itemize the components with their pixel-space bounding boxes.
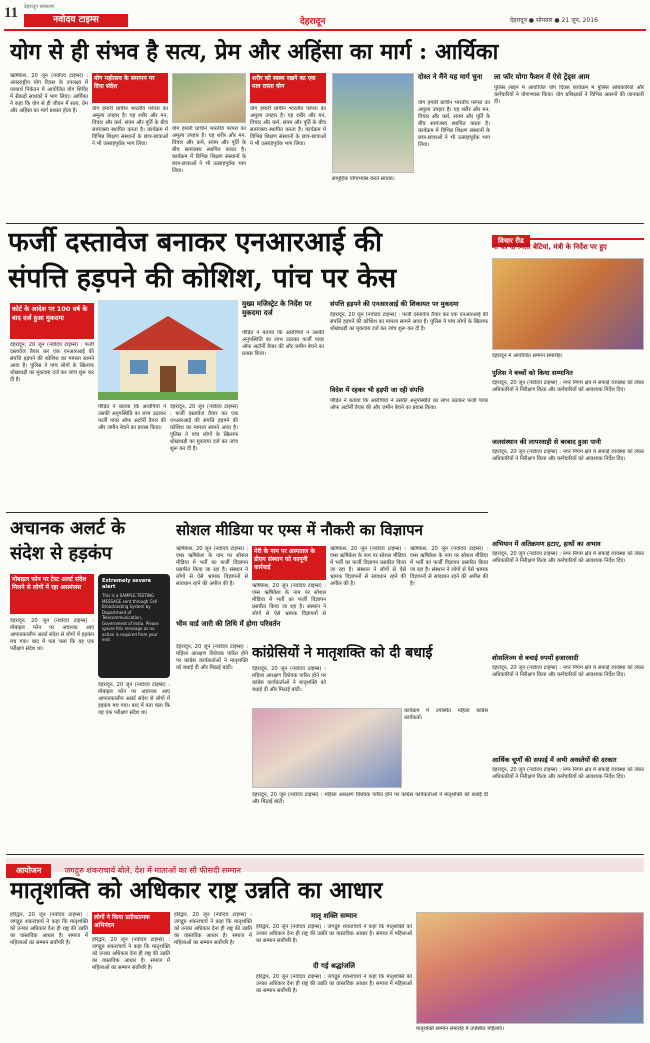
bottom-caption: मातृशक्ति सम्मान समारोह में उपस्थित महिलाएं।: [416, 1026, 505, 1032]
main-headline-line1: फर्जी दस्तावेज बनाकर एनआरआई की: [8, 227, 383, 258]
right-sub-4: शोसलिज्म से बचाई रुपयों हजारवादी: [492, 654, 579, 662]
top-story-body-col6: योग हमारी प्राचीन भारतीय परंपरा का अमूल्य उपहार है। यह शरीर और मन, विचार और कर्म, संयम और पूर्ति के बीच सामंजस्य स्थापित करता है। कार्यक्रम में विभिन्न शिक्षण संस्थानों के छात्र-छात्राओं ने भी उत्साहपूर्वक भाग लिया।: [418, 100, 490, 148]
divider-3: [6, 854, 644, 855]
house-illustration: [98, 300, 238, 400]
phone-screenshot: [98, 574, 170, 678]
bottom-sub-2: मातृ शक्ति सम्मान: [311, 912, 357, 920]
right-column-tag-text: विचार रीड: [492, 235, 530, 247]
social-sub-2: भीम वार्ड जारी की तिथि में होगा परिवर्तन: [176, 620, 281, 628]
house-door: [160, 366, 176, 394]
congress-body-col2: देहरादून, 20 जून (नवोदय टाइम्स) : महिला आरक्षण विधेयक पारित होने पर कांग्रेस कार्यकर्ताओं ने मातृशक्ति को बधाई दी और मिठाई बांटी।: [252, 666, 326, 693]
right-body-3: देहरादून, 20 जून (नवोदय टाइम्स) : नगर निगम क्षेत्र में सफाई व्यवस्था को लेकर अधिकारियों ने निरीक्षण किया और कर्मचारियों को आवश्यक निर्देश दिए।: [492, 551, 644, 564]
alert-body-col1: देहरादून, 20 जून (नवोदय टाइम्स) : मोबाइल फोन पर अचानक आए आपातकालीन अलर्ट संदेश से लोगों में हड़कंप मच गया। बाद में पता चला कि यह एक परीक्षण संदेश था।: [10, 618, 94, 652]
main-body-col3: देहरादून, 20 जून (नवोदय टाइम्स) : फर्जी दस्तावेज तैयार कर एक एनआरआई की संपत्ति हड़पने की कोशिश का मामला सामने आया है। पुलिस ने पांच लोगों के खिलाफ धोखाधड़ी का मुकदमा दर्ज कर जांच शुरू कर दी है।: [170, 404, 238, 452]
social-body-col2: ऋषिकेश, 20 जून (नवोदय टाइम्स) : एम्स ऋषिकेश के नाम पर सोशल मीडिया में भर्ती का फर्जी विज्ञापन प्रसारित किया जा रहा है। संस्थान ने लोगों से ऐसे भ्रामक विज्ञापनों से: [252, 583, 326, 616]
bottom-sub-3: दी गई श्रद्धांजलि: [313, 962, 355, 970]
paper-name-badge: नवोदय टाइम्स: [24, 14, 128, 27]
ceremony-photo: [492, 258, 644, 350]
social-body-col4: ऋषिकेश, 20 जून (नवोदय टाइम्स) : एम्स ऋषिकेश के नाम पर सोशल मीडिया में भर्ती का फर्जी विज्ञापन प्रसारित किया जा रहा है। संस्थान ने लोगों से ऐसे भ्रामक विज्ञापनों से सावधान रहने की अपील की है।: [410, 546, 488, 587]
right-body-2: देहरादून, 20 जून (नवोदय टाइम्स) : नगर निगम क्षेत्र में सफाई व्यवस्था को लेकर अधिकारियों ने निरीक्षण किया और कर्मचारियों को आवश्यक निर्देश दिए।: [492, 449, 644, 462]
right-sub-2: जलसंस्थान की लापरवाही से बरबाद हुआ पानी: [492, 438, 601, 446]
main-body-col2: पीड़ित ने बताया कि आरोपियों ने उसकी अनुपस्थिति का लाभ उठाकर फर्जी पावर ऑफ अटॉर्नी तैयार की और जमीन बेचने का प्रयास किया।: [98, 404, 166, 431]
edition-label: देहरादून संस्करण: [24, 4, 55, 10]
right-sub-3: अभियान में अतिक्रमण हटाए, हाथों का अभाव: [492, 540, 601, 548]
bottom-body-col3: हरिद्वार, 20 जून (नवोदय टाइम्स) : जगद्गुरु शंकराचार्य ने कहा कि मातृशक्ति को उनका अधिकार देना ही राष्ट्र की उन्नति का वास्तविक आधार है। समाज में महिलाओं का सम्मान सर्वोपरि है।: [174, 912, 252, 946]
social-body-col3: ऋषिकेश, 20 जून (नवोदय टाइम्स) : एम्स ऋषिकेश के नाम पर सोशल मीडिया में भर्ती का फर्जी विज्ञापन प्रसारित किया जा रहा है। संस्थान ने लोगों से ऐसे भ्रामक विज्ञापनों से सावधान रहने की अपील की है।: [330, 546, 406, 587]
house-window: [188, 360, 206, 374]
top-story-caption: सामूहिक योगाभ्यास करते साधक।: [332, 176, 395, 182]
congress-body-col3: देहरादून, 20 जून (नवोदय टाइम्स) : महिला आरक्षण विधेयक पारित होने पर कांग्रेस कार्यकर्ताओं ने मातृशक्ति को बधाई दी और मिठाई बांटी।: [252, 792, 488, 805]
house-roof: [112, 316, 224, 350]
bottom-body-col1: हरिद्वार, 20 जून (नवोदय टाइम्स) : जगद्गुरु शंकराचार्य ने कहा कि मातृशक्ति को उनका अधिकार देना ही राष्ट्र की उन्नति का वास्तविक आधार है। समाज में महिलाओं का सम्मान सर्वोपरि है।: [10, 912, 88, 946]
congress-headline: कांग्रेसियों ने मातृशक्ति को दी बधाई: [252, 645, 433, 661]
right-body-1: देहरादून, 20 जून (नवोदय टाइम्स) : नगर निगम क्षेत्र में सफाई व्यवस्था को लेकर अधिकारियों ने निरीक्षण किया और कर्मचारियों को आवश्यक निर्देश दिए।: [492, 380, 644, 393]
women-event-photo: [416, 912, 644, 1024]
main-headline-line2: संपत्ति हड़पने की कोशिश, पांच पर केस: [8, 263, 397, 294]
top-story-body-col2: योग हमारी प्राचीन भारतीय परंपरा का अमूल्य उपहार है। यह शरीर और मन, विचार और कर्म, संयम और पूर्ति के बीच सामंजस्य स्थापित करता है। कार्यक्रम में विभिन्न शिक्षण संस्थानों के छात्र-छात्राओं ने भी उत्साहपूर्वक भाग लिया।: [92, 106, 168, 147]
main-body-col5: देहरादून, 20 जून (नवोदय टाइम्स) : फर्जी दस्तावेज तैयार कर एक एनआरआई की संपत्ति हड़पने की कोशिश का मामला सामने आया है। पुलिस ने पांच लोगों के खिलाफ धोखाधड़ी का मुकदमा दर्ज कर जांच शुरू कर दी है।: [330, 312, 488, 332]
masthead: [0, 0, 650, 30]
top-story-headline: योग से ही संभव है सत्य, प्रेम और अहिंसा का मार्ग : आर्यिका: [10, 39, 499, 65]
top-story-intro: ऋषिकेश, 20 जून (नवोदय टाइम्स) : अंतरराष्ट्रीय योग दिवस के उपलक्ष्य में परमार्थ निकेतन में आयोजित योग शिविर में सैकड़ों साधकों ने भाग लिया। आर्यिका ने कहा कि योग से ही जीवन में सत्य, प्रेम और अहिंसा का मार्ग प्रशस्त होता है।: [10, 73, 88, 114]
house-window: [130, 360, 148, 374]
divider-2: [6, 512, 488, 513]
alert-kicker: मोबाइल फोन पर टेस्ट अलर्ट संदेश मिलने से लोगों में रहा असमंजस: [10, 574, 94, 614]
right-body-5: देहरादून, 20 जून (नवोदय टाइम्स) : नगर निगम क्षेत्र में सफाई व्यवस्था को लेकर अधिकारियों ने निरीक्षण किया और कर्मचारियों को आवश्यक निर्देश दिए।: [492, 767, 644, 780]
top-story-body-col3: योग हमारी प्राचीन भारतीय परंपरा का अमूल्य उपहार है। यह शरीर और मन, विचार और कर्म, संयम और पूर्ति के बीच सामंजस्य स्थापित करता है। कार्यक्रम में विभिन्न शिक्षण संस्थानों के छात्र-छात्राओं ने भी उत्साहपूर्वक भाग लिया।: [172, 126, 246, 174]
right-sub-1: पुलिस ने बच्चों को किया सम्मानित: [492, 369, 573, 377]
right-sub-5: आर्थिक चूर्णों की सफाई में अभी अवस्तेयों की दरकार: [492, 756, 617, 764]
congress-photo: [252, 708, 402, 788]
main-body-col1: देहरादून, 20 जून (नवोदय टाइम्स) : फर्जी दस्तावेज तैयार कर एक एनआरआई की संपत्ति हड़पने की कोशिश का मामला सामने आया है। पुलिस ने पांच लोगों के खिलाफ धोखाधड़ी का मुकदमा दर्ज कर जांच शुरू कर दी है।: [10, 342, 94, 383]
main-body-col6: पीड़ित ने बताया कि आरोपियों ने उसकी अनुपस्थिति का लाभ उठाकर फर्जी पावर ऑफ अटॉर्नी तैयार की और जमीन बेचने का प्रयास किया।: [330, 398, 488, 411]
phone-alert-title: Extremely severe alert: [102, 578, 152, 590]
issue-date: देहरादून ● सोमवार ● 21 जून, 2016: [510, 17, 598, 24]
main-photo-sub: मुख्य मजिस्ट्रेट के निर्देश पर मुकदमा दर्ज: [242, 300, 312, 317]
bottom-label: आयोजन: [6, 864, 51, 878]
top-story-sub-1: योग महोत्सव के समापन पर दिया संदेश: [92, 73, 168, 103]
right-body-4: देहरादून, 20 जून (नवोदय टाइम्स) : नगर निगम क्षेत्र में सफाई व्यवस्था को लेकर अधिकारियों ने निरीक्षण किया और कर्मचारियों को आवश्यक निर्देश दिए।: [492, 665, 644, 678]
ad-strip-body: पुलिस लाइन में आयोजित योग दिवस कार्यक्रम में पुलिस अधिकारियों और कर्मचारियों ने योगाभ्यास किया। योग प्रशिक्षकों ने विभिन्न आसनों की जानकारी दी।: [494, 85, 644, 105]
main-right-sub: संपत्ति हड़पने की एनआरआई की शिकायत पर मुकदमा: [330, 300, 459, 308]
bottom-strap-text: जगद्गुरु शंकराचार्य बोले, देश में माताओं का सौ फीसदी सम्मान: [64, 866, 241, 875]
bottom-body-col2: हरिद्वार, 20 जून (नवोदय टाइम्स) : जगद्गुरु शंकराचार्य ने कहा कि मातृशक्ति को उनका अधिकार देना ही राष्ट्र की उन्नति का वास्तविक आधार है। समाज में महिलाओं का सम्मान सर्वोपरि है।: [92, 937, 170, 971]
bottom-body-col4: हरिद्वार, 20 जून (नवोदय टाइम्स) : जगद्गुरु शंकराचार्य ने कहा कि मातृशक्ति को उनका अधिकार देना ही राष्ट्र की उन्नति का वास्तविक आधार है। समाज में महिलाओं का सम्मान सर्वोपरि है।: [256, 924, 412, 944]
main-right-sub2: विदेश में रहकर भी हड़पी जा रही संपत्ति: [330, 386, 424, 394]
lawn: [98, 392, 238, 400]
yoga-photo: [172, 73, 246, 123]
social-sub-1: मेरी के नाम पर अस्पताल के डीएम संस्थान को कानूनी कार्रवाई: [252, 546, 326, 580]
right-column-caption: देहरादून में आयोजित सम्मान समारोह।: [492, 353, 563, 359]
alert-headline-line2: संदेश से हड़कंप: [10, 543, 112, 564]
bottom-headline: मातृशक्ति को अधिकार राष्ट्र उन्नति का आधार: [10, 877, 383, 904]
yoga-group-photo: [332, 73, 414, 173]
bottom-strap: [6, 858, 644, 875]
alert-body-col2: देहरादून, 20 जून (नवोदय टाइम्स) : मोबाइल फोन पर अचानक आए आपातकालीन अलर्ट संदेश से लोगों में हड़कंप मच गया। बाद में पता चला कि यह एक परीक्षण संदेश था।: [98, 682, 170, 716]
page-number: 11: [4, 5, 19, 21]
divider-1: [6, 223, 644, 224]
social-headline: सोशल मीडिया पर एम्स में नौकरी का विज्ञापन: [176, 521, 423, 539]
congress-body-col1: देहरादून, 20 जून (नवोदय टाइम्स) : महिला आरक्षण विधेयक पारित होने पर कांग्रेस कार्यकर्ताओं ने मातृशक्ति को बधाई दी और मिठाई बांटी।: [176, 644, 248, 671]
alert-headline-line1: अचानक अलर्ट के: [10, 518, 126, 539]
ad-strip-title: ला फॉर योगा फैशन में ऐसे ट्रेंड्स आम: [494, 73, 590, 81]
congress-caption: कार्यक्रम में उपस्थित महिला कांग्रेस कार्यकर्ता।: [404, 708, 488, 721]
section-label: देहरादून: [300, 17, 326, 27]
top-story-sub-3: दोस्त ने मैंने यह मार्ग चुना: [418, 73, 483, 81]
main-kicker: कोर्ट के आदेश पर 100 वर्ष के बाद दर्ज हुआ मुकदमा: [10, 303, 94, 339]
masthead-rule: [4, 29, 646, 31]
top-story-body-col4: योग हमारी प्राचीन भारतीय परंपरा का अमूल्य उपहार है। यह शरीर और मन, विचार और कर्म, संयम और पूर्ति के बीच सामंजस्य स्थापित करता है। कार्यक्रम में विभिन्न शिक्षण संस्थानों के छात्र-छात्राओं ने भी उत्साहपूर्वक भाग लिया।: [250, 106, 326, 147]
phone-alert-body: This is a SAMPLE TESTING MESSAGE sent through Cell Broadcasting System by Department of Telecommunication, Government of India. Please ignore this message as no action is required from your end.: [102, 593, 159, 642]
social-body-col1: ऋषिकेश, 20 जून (नवोदय टाइम्स) : एम्स ऋषिकेश के नाम पर सोशल मीडिया में भर्ती का फर्जी विज्ञापन प्रसारित किया जा रहा है। संस्थान ने लोगों से ऐसे भ्रामक विज्ञापनों से सावधान रहने की अपील की है।: [176, 546, 248, 587]
main-body-col4: पीड़ित ने बताया कि आरोपियों ने उसकी अनुपस्थिति का लाभ उठाकर फर्जी पावर ऑफ अटॉर्नी तैयार की और जमीन बेचने का प्रयास किया।: [242, 330, 324, 357]
bottom-sub-1: लोगों ने किया प्रतीकात्मक अभिनंदन: [92, 912, 170, 934]
top-story-sub-2: शरीर को स्वस्थ रखने का एक मात्र रास्ता योग: [250, 73, 326, 103]
bottom-body-col5: हरिद्वार, 20 जून (नवोदय टाइम्स) : जगद्गुरु शंकराचार्य ने कहा कि मातृशक्ति को उनका अधिकार देना ही राष्ट्र की उन्नति का वास्तविक आधार है। समाज में महिलाओं का सम्मान सर्वोपरि है।: [256, 974, 412, 994]
right-column-tag: [492, 228, 644, 245]
right-column-headline: मां की दो मिली बेटियां, मंत्री के निर्देश पर हुए: [492, 243, 607, 251]
